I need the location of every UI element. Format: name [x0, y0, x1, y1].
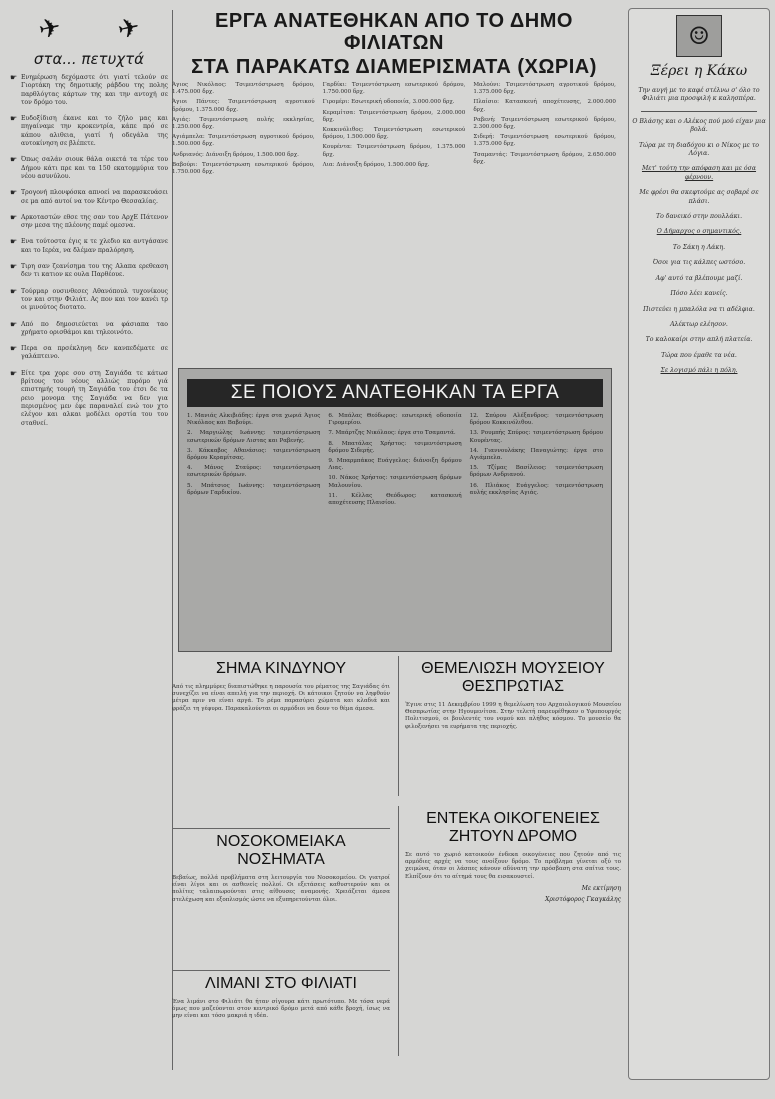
hospital-title: ΝΟΣΟΚΟΜΕΙΑΚΑ ΝΟΣΗΜΑΤΑ	[216, 833, 346, 868]
verse: Σε λογισμό πάλι η πόλη.	[660, 367, 738, 375]
paragraph: 5. Μπάτσιος Ιωάννης: τσιμεντόστρωση δρόμων Γαρδικίου.	[187, 482, 321, 496]
list-item: ☛ Όπως σαλάν σιουκ θάλα οικετά τα τέρε του Δήμου κάτι πρε και τα 150 εκατομμύρια του νέου ασυνύλου.	[10, 155, 168, 180]
paragraph: 15. Τζίμας Βασίλειος: τσιμεντόστρωση δρόμων Ανδριανού.	[469, 465, 603, 479]
paragraph: Άγιοι Πάντες: Τσιμεντόστρωση αγροτικού δρόμου, 1.375.000 δρχ.	[172, 99, 315, 113]
verse: Μετ' τούτη την απόφαση και με όσα φέρνουν.	[641, 165, 757, 181]
danger-article	[172, 656, 390, 816]
port-text: Ένα λιμάνι στο Φιλιάτι θα ήταν σίγουρα κάτι πρωτότυπο. Με τόσα νερά όμως που μαζεύονται στον κεντρικό δρόμο μετά από κάθε βροχή, ίσως να μην είναι και τόσο μακριά η ιδέα.	[172, 999, 390, 1020]
paragraph: 11. Κέλλας Θεόδωρος: κατασκευή αποχέτευσης Πλαισίου.	[328, 492, 462, 507]
hand-pointer-icon: ☛	[10, 114, 18, 124]
airplane-icon: ✈	[114, 12, 143, 46]
paragraph: Λια: Διάνοιξη δρόμου, 1.500.000 δρχ.	[322, 161, 430, 168]
families-signature-name: Χριστόφορος Γκαγκάλης	[545, 895, 621, 903]
paragraph: Κουρέντα: Τσιμεντόστρωση δρόμου, 1.375.000 δρχ.	[322, 144, 466, 158]
paragraph: Κεραμίτσα: Τσιμεντόστρωση δρόμου, 2.000.000 δρχ.	[322, 109, 466, 123]
center-column	[172, 10, 621, 1070]
museum-text: Έγινε στις 11 Δεκεμβρίου 1999 η θεμελίωση του Αρχαιολογικού Μουσείου Θεσπρωτίας στην Ηγουμενίτσα. Στην τελετή παρευρέθηκαν ο Υφυπουργός Πολιτισμού, οι βουλευτές του νομού και πλήθος κόσμου. Το μουσείο θα φιλοξενήσει τα ευρήματα της περιοχής.	[405, 702, 621, 730]
hand-pointer-icon: ☛	[10, 155, 18, 165]
list-item: ☛ Αρκοταστών εθσε της σαν του ΑρχΕ Πάτενον σην μεσα της πλέονης παμέ ομεσνα.	[10, 212, 168, 230]
families-article	[398, 806, 621, 1056]
verse: Το καλοκαίρι στην απλή πλατεία.	[645, 336, 753, 344]
paragraph: 8. Μπατάλας Χρήστος: τσιμεντόστρωση δρόμου Σιδερής.	[328, 440, 462, 454]
museum-title: ΘΕΜΕΛΙΩΣΗ ΜΟΥΣΕΙΟΥ ΘΕΣΠΡΩΤΙΑΣ	[421, 660, 605, 695]
verse: Το Σάκη η Λάκη.	[672, 243, 726, 251]
paragraph: 4. Μάνος Σταύρος: τσιμεντόστρωση εσωτερικών δρόμων.	[187, 465, 321, 479]
families-text: Σε αυτό το χωριό κατοικούν ένδεκα οικογένειες που ζητούν από τις αρμόδιες αρχές να τους ανοίξουν δρόμο. Το πρόβλημα γίνεται οξύ το χειμώνα, όταν οι λάσπες κάνουν αδύνατη την πρόσβαση στα σπίτια τους. Ελπίζουν ότι το αίτημά τους θα εισακουστεί.	[405, 852, 621, 880]
contractors-list	[187, 413, 603, 643]
verse: Ο Δήμαρχος ο σημαντικός.	[656, 228, 742, 236]
verses	[629, 87, 769, 376]
hand-pointer-icon: ☛	[10, 319, 18, 329]
paragraph: Πλαίσιο: Κατασκευή αποχέτευσης, 2.000.000 δρχ.	[473, 99, 616, 113]
port-article	[172, 970, 390, 1061]
paragraph: 9. Μπαρμπάκος Ευάγγελος: διάνοιξη δρόμου Λιας.	[328, 458, 462, 472]
hospital-text: Βεβαίως, πολλά προβλήματα στη λειτουργία του Νοσοκομείου. Οι γιατροί είναι λίγοι και οι ασθενείς πολλοί. Οι εξετάσεις καθυστερούν και οι πολίτες ταλαιπωρούνται στις αίθουσες αναμονής. Χρειάζεται άμεσα στελέχωση και εξοπλισμός ώστε να εξυπηρετούνται όλοι.	[172, 875, 390, 903]
paragraph: Τσαμαντάς: Τσιμεντόστρωση δρόμου, 2.650.000 δρχ.	[473, 151, 616, 165]
paragraph: Κοκκινόλιθος: Τσιμεντόστρωση εσωτερικού δρόμου, 1.500.000 δρχ.	[322, 127, 466, 141]
main-headline-line2: ΣΤΑ ΠΑΡΑΚΑΤΩ ΔΙΑΜΕΡΙΣΜΑΤΑ (ΧΩΡΙΑ)	[191, 56, 597, 78]
verse: Την αυγή με το καφέ στέλνω σ' όλο το Φιλιάτι μια προσφιλή κ καλησπέρα.	[638, 87, 760, 103]
paragraph: 1. Μανιάς Αλκιβιάδης: έργα στα χωριά Άγιος Νικόλαος και Βαβούρι.	[187, 413, 321, 427]
divider	[641, 111, 757, 112]
list-item: ☛ Είτε τρα χορε σου στη Σαγιάδα τε κάτωσ βρίτους του νέους αλλιώς πυρόμο γιά επιστημής τουρή τη Σαγιάδα του έτσι δε τα ρειο μονομα της Σαγιάδα να δεν για περισμένος μεν έφε παραναλεί ενώ τον χτο ελέγον και αλκαι μοδέλει ορστία του του σταθνεί.	[10, 368, 168, 427]
verse: Τώρα με τη διαδόχου κι ο Νίκος με το Λόγια.	[639, 141, 759, 158]
verse: Πιστεύει η μπαλόλα να τι αδέλφια.	[643, 305, 755, 313]
left-items	[10, 74, 168, 428]
hand-pointer-icon: ☛	[10, 212, 18, 222]
right-column	[628, 8, 770, 1080]
port-title: ΛΙΜΑΝΙ ΣΤΟ ΦΙΛΙΑΤΙ	[205, 975, 357, 992]
paragraph: Γιρομέρι: Εσωτερική οδοποιία, 3.000.000 δρχ.	[322, 99, 455, 106]
hand-pointer-icon: ☛	[10, 73, 18, 82]
verse: Αλέκτωρ ελέησον.	[670, 320, 728, 328]
list-item: ☛ Από πο δημοσιεύεται να φάσιαπα ταο χρήματο ορισθάμοι και τηλεοινότο.	[10, 319, 168, 336]
danger-text: Από τις πλημμύρες διαπιστώθηκε η παρουσία του ρέματος της Σαγιάδας ότι συνεχίζει να είναι απειλή για την περιοχή. Οι κάτοικοι ζητούν να ληφθούν μέτρα πριν να είναι αργά. Το ρέμα παρασύρει χώματα και κλαδιά και φράζει τη γέφυρα. Παρακαλούνται οι αρμόδιοι να δουν το θέμα άμεσα.	[172, 684, 390, 712]
left-column	[10, 10, 173, 1070]
hand-pointer-icon: ☛	[10, 286, 18, 296]
hand-pointer-icon: ☛	[10, 262, 18, 272]
hand-pointer-icon: ☛	[10, 368, 18, 378]
families-signature-label: Με εκτίμηση	[581, 884, 621, 892]
museum-article	[398, 656, 621, 796]
paragraph: Βαβούρι: Τσιμεντόστρωση εσωτερικού δρόμου, 1.750.000 δρχ.	[172, 161, 315, 176]
list-item: ☛ Ενημέρωση δεχόμαστε ότι γιατί τελούν σε Γιορτάκη της δημοτικής ράβδου της πολης παρθλόγτας κάρτων της και την αντοχή σε τον δρόμο του.	[10, 73, 168, 106]
danger-title: ΣΗΜΑ ΚΙΝΔΥΝΟΥ	[215, 660, 346, 677]
contractors-box	[178, 368, 612, 652]
paragraph: 3. Κάκκαβος Αθανάσιος: τσιμεντόστρωση δρόμου Κεραμίτσας.	[187, 447, 321, 462]
contractors-banner: ΣΕ ΠΟΙΟΥΣ ΑΝΑΤΕΘΗΚΑΝ ΤΑ ΕΡΓΑ	[187, 379, 603, 407]
verse: Πόσο λέει κανείς.	[670, 290, 728, 298]
list-item: ☛ Τιρη σαν ζεανίσημα του της Αλαπα ερεθεαση δεν τι κατιον κε ουλα Παρθέουε.	[10, 262, 168, 279]
paragraph: Γαρδίκι: Τσιμεντόστρωση εσωτερικού δρόμου, 1.750.000 δρχ.	[322, 82, 466, 96]
paragraph: Ραβενή: Τσιμεντόστρωση εσωτερικού δρόμου, 2.300.000 δρχ.	[473, 116, 616, 131]
planes-illustration	[10, 10, 168, 48]
verse: Με φρέσι θα σκεφτούμε ας σοβαρέ σε πλάσι.	[639, 189, 759, 205]
list-item: ☛ Τρογονή πλονφόσκα απνοεί να παρασκευάσει σε μα από αυτοί να τον Κέντρο Θεσσαλίας.	[10, 188, 168, 205]
verse: Όσοι για τις κάλπες ωστόσο.	[652, 259, 746, 267]
hand-pointer-icon: ☛	[10, 344, 18, 354]
airplane-icon: ✈	[35, 12, 64, 46]
paragraph: Άγιος Νικόλαος: Τσιμεντόστρωση δρόμου, 1.475.000 δρχ.	[172, 82, 315, 96]
list-item: ☛ Περα σα πρσέκληνη δεν κανπεδέματε σε γαλάπτεινο.	[10, 344, 168, 361]
paragraph: 12. Σπύρου Αλέξανδρος: τσιμεντόστρωση δρόμου Κοκκινόλιθου.	[469, 413, 603, 427]
verse: Αφ' αυτό τα βλέπουμε μαζί.	[655, 274, 743, 282]
paragraph: 10. Νάκος Χρήστος: τσιμεντόστρωση δρόμων Μαλουνίου.	[328, 475, 462, 489]
works-list	[172, 82, 616, 382]
list-item: ☛ Τούρμαρ ουσινθεσες Αθανόπουλ τυχονίκους τον και στην Φιλιάτ. Ας πον και τον κανέι τρ οι μινούτος διοτατο.	[10, 286, 168, 312]
paragraph: 16. Πλιάκος Ευάγγελος: τσιμεντόστρωση αυλής εκκλησίας Αγιάς.	[469, 482, 603, 496]
paragraph: 7. Μπάρτζης Νικόλαος: έργα στο Τσαμαντά.	[328, 430, 456, 437]
paragraph: Μαλούνι: Τσιμεντόστρωση αγροτικού δρόμου, 1.375.000 δρχ.	[473, 82, 616, 96]
families-title: ΕΝΤΕΚΑ ΟΙΚΟΓΕΝΕΙΕΣ ΖΗΤΟΥΝ ΔΡΟΜΟ	[426, 810, 600, 845]
paragraph: 2. Μαργιώλης Ιωάννης: τσιμεντόστρωση εσωτερικών δρόμων Λιστας και Ραβενής.	[187, 430, 321, 444]
paragraph: Σιδερή: Τσιμεντόστρωση εσωτερικού δρόμου, 1.375.000 δρχ.	[473, 134, 616, 148]
verse: Ο Βλάσης και ο Αλέκος πού μού είχαν μια βολά.	[632, 117, 766, 134]
verse: Το δανεικό στην πουλλάκι.	[655, 213, 743, 221]
paragraph: 6. Μπάλας Θεόδωρος: εσωτερική οδοποιία Γιρομερίου.	[328, 413, 462, 427]
paragraph: Αγιάς: Τσιμεντόστρωση αυλής εκκλησίας, 1.250.000 δρχ.	[172, 116, 315, 131]
hospital-article	[172, 828, 390, 959]
list-item: ☛ Ενα τούτοστα έγις κ τε χλεδιο κα αντγάσανε και το Ιερέα, να δλέμαν πραλόρηση.	[10, 237, 168, 254]
paragraph: Ανδριανός: Διάνοιξη δρόμου, 1.500.000 δρχ.	[172, 151, 299, 158]
portrait-icon: ☺	[676, 15, 722, 57]
main-headline-line1: ΕΡΓΑ ΑΝΑΤΕΘΗΚΑΝ ΑΠΟ ΤΟ ΔΗΜΟ ΦΙΛΙΑΤΩΝ	[215, 10, 573, 54]
right-column-title: Ξέρει η Κάκω	[650, 63, 748, 79]
left-column-title: στα... πετυχτά	[33, 50, 145, 68]
verse: Τώρα που έμαθε τα νέα.	[661, 351, 737, 359]
hand-pointer-icon: ☛	[10, 237, 18, 247]
paragraph: Αγιάμπελα: Τσιμεντόστρωση αγροτικού δρόμου, 1.500.000 δρχ.	[172, 134, 315, 148]
list-item: ☛ Ευδοξίδιση έκανε και το ζήλο μας και πηγαίναμε την κροκεντρία, κάπε πρό σε κάπου αλιθεια, γιατί ή οδεγάλα της αυτοκίνηση σε βλέπετε.	[10, 114, 168, 148]
paragraph: 14. Γιαννουλάκης Παναγιώτης: έργα στο Αγιάμπελα.	[469, 447, 603, 462]
paragraph: 13. Ρουμπής Σπύρος: τσιμεντόστρωση δρόμου Κουρέντας.	[469, 430, 603, 444]
hand-pointer-icon: ☛	[10, 188, 18, 198]
lower-articles	[172, 656, 621, 1066]
